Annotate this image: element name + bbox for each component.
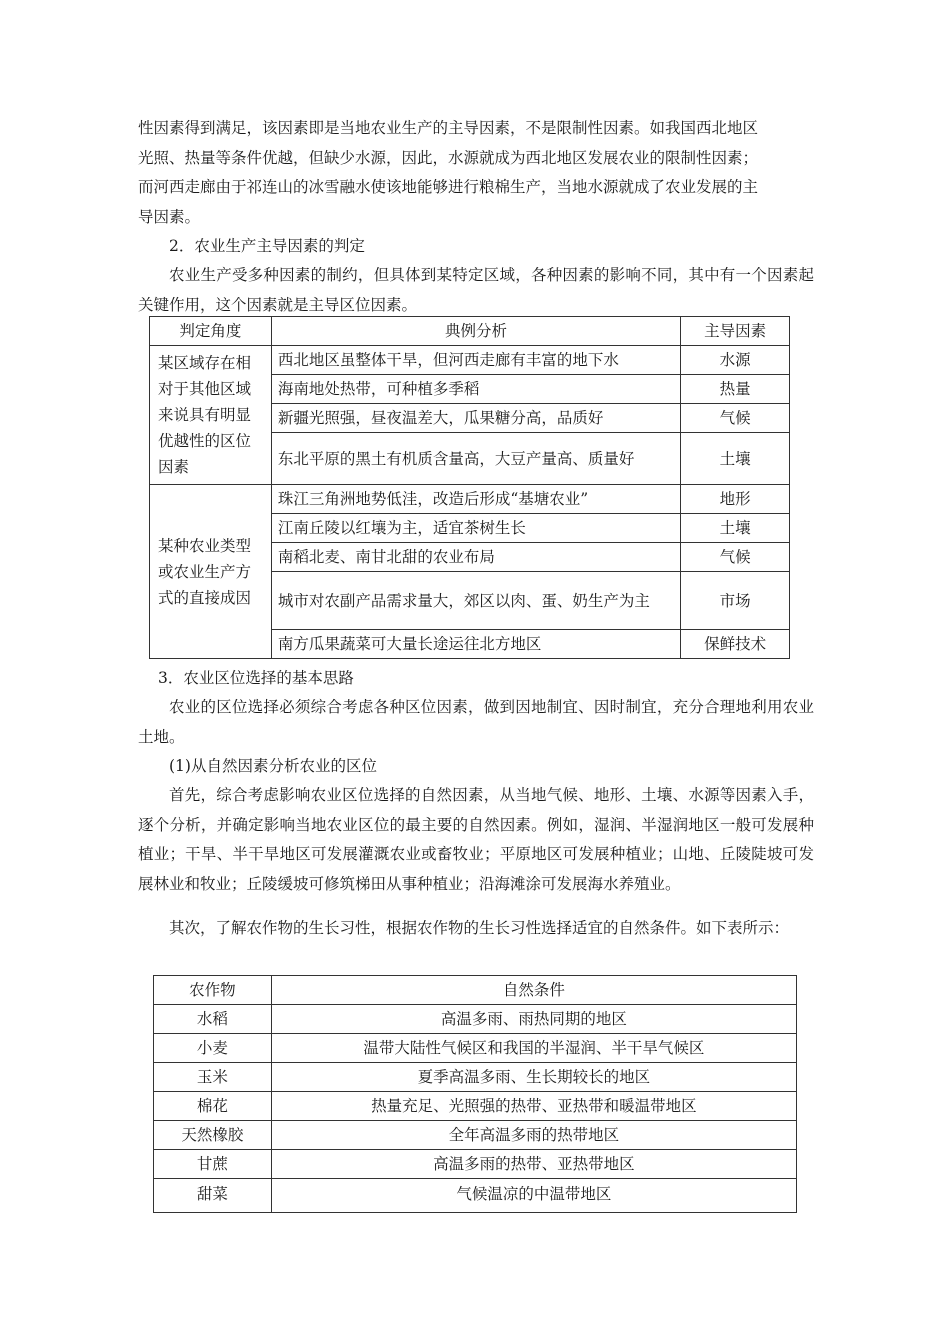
example-cell: 南稻北麦、南甘北甜的农业布局 <box>271 543 680 572</box>
table-row <box>154 1034 797 1063</box>
factor-cell: 土壤 <box>681 433 790 485</box>
crop-cell: 水稻 <box>154 1005 272 1034</box>
header-factor: 主导因素 <box>681 317 790 346</box>
factor-cell: 热量 <box>681 375 790 404</box>
section3-heading: 3．农业区位选择的基本思路 <box>158 669 354 687</box>
example-cell: 江南丘陵以红壤为主，适宜茶树生长 <box>271 514 680 543</box>
example-cell: 西北地区虽整体干旱，但河西走廊有丰富的地下水 <box>271 346 680 375</box>
section3-paragraph2: 首先，综合考虑影响农业区位选择的自然因素，从当地气候、地形、土壤、水源等因素入手，逐个分析，并确定影响当地农业区位的最主要的自然因素。例如，湿润、半湿润地区一般可发展种植业；干旱、半干旱地区可发展灌溉农业或畜牧业；平原地区可发展种植业；山地、丘陵陡坡可发展林业和牧业；丘陵缓坡可修筑梯田从事种植业；沿海滩涂可发展海水养殖业。 <box>138 786 814 893</box>
table-row <box>154 1063 797 1092</box>
factor-cell: 地形 <box>681 485 790 514</box>
example-cell: 珠江三角洲地势低洼，改造后形成“基塘农业” <box>271 485 680 514</box>
example-cell: 海南地处热带，可种植多季稻 <box>271 375 680 404</box>
condition-cell: 热量充足、光照强的热带、亚热带和暖温带地区 <box>271 1092 796 1121</box>
factor-cell: 水源 <box>681 346 790 375</box>
group2-angle: 某种农业类型或农业生产方式的直接成因 <box>150 485 272 659</box>
dominant-factor-table <box>149 316 790 659</box>
factor-cell: 气候 <box>681 404 790 433</box>
section2-heading: 2．农业生产主导因素的判定 <box>169 237 365 255</box>
intro-line: 导因素。 <box>138 207 201 226</box>
table-row <box>154 1179 797 1213</box>
example-cell: 新疆光照强，昼夜温差大，瓜果糖分高，品质好 <box>271 404 680 433</box>
section2-paragraph: 农业生产受多种因素的制约，但具体到某特定区域，各种因素的影响不同，其中有一个因素起关键作用，这个因素就是主导区位因素。 <box>138 266 814 314</box>
crop-cell: 棉花 <box>154 1092 272 1121</box>
table-header-row <box>154 976 797 1005</box>
header-angle: 判定角度 <box>150 317 272 346</box>
table-header-row <box>150 317 790 346</box>
table-row <box>150 485 790 514</box>
example-cell: 城市对农副产品需求量大，郊区以肉、蛋、奶生产为主 <box>271 572 680 630</box>
condition-cell: 温带大陆性气候区和我国的半湿润、半干旱气候区 <box>271 1034 796 1063</box>
factor-cell: 市场 <box>681 572 790 630</box>
crop-cell: 天然橡胶 <box>154 1121 272 1150</box>
crop-conditions-table <box>153 975 797 1213</box>
condition-cell: 气候温凉的中温带地区 <box>271 1179 796 1213</box>
group1-angle: 某区域存在相对于其他区域来说具有明显优越性的区位因素 <box>150 346 272 485</box>
factor-cell: 保鲜技术 <box>681 630 790 659</box>
table-row <box>154 1092 797 1121</box>
header-condition: 自然条件 <box>271 976 796 1005</box>
crop-cell: 甘蔗 <box>154 1150 272 1179</box>
crop-cell: 甜菜 <box>154 1179 272 1213</box>
table-row <box>154 1005 797 1034</box>
intro-paragraph <box>138 114 814 232</box>
example-cell: 南方瓜果蔬菜可大量长途运往北方地区 <box>271 630 680 659</box>
table-row <box>154 1121 797 1150</box>
crop-cell: 小麦 <box>154 1034 272 1063</box>
table-row <box>150 346 790 375</box>
table-row <box>154 1150 797 1179</box>
crop-cell: 玉米 <box>154 1063 272 1092</box>
condition-cell: 夏季高温多雨、生长期较长的地区 <box>271 1063 796 1092</box>
header-example: 典例分析 <box>271 317 680 346</box>
condition-cell: 全年高温多雨的热带地区 <box>271 1121 796 1150</box>
condition-cell: 高温多雨、雨热同期的地区 <box>271 1005 796 1034</box>
factor-cell: 土壤 <box>681 514 790 543</box>
section3-paragraph3: 其次，了解农作物的生长习性，根据农作物的生长习性选择适宜的自然条件。如下表所示： <box>169 919 790 937</box>
header-crop: 农作物 <box>154 976 272 1005</box>
section3-paragraph1: 农业的区位选择必须综合考虑各种区位因素，做到因地制宜、因时制宜，充分合理地利用农业土地。 <box>138 698 814 746</box>
intro-line: 而河西走廊由于祁连山的冰雪融水使该地能够进行粮棉生产，当地水源就成了农业发展的主 <box>138 178 759 196</box>
intro-line: 性因素得到满足，该因素即是当地农业生产的主导因素，不是限制性因素。如我国西北地区 <box>138 119 759 137</box>
intro-line: 光照、热量等条件优越，但缺少水源，因此，水源就成为西北地区发展农业的限制性因素； <box>138 148 759 167</box>
section3-subheading: (1)从自然因素分析农业的区位 <box>169 757 377 775</box>
factor-cell: 气候 <box>681 543 790 572</box>
example-cell: 东北平原的黑土有机质含量高，大豆产量高、质量好 <box>271 433 680 485</box>
condition-cell: 高温多雨的热带、亚热带地区 <box>271 1150 796 1179</box>
